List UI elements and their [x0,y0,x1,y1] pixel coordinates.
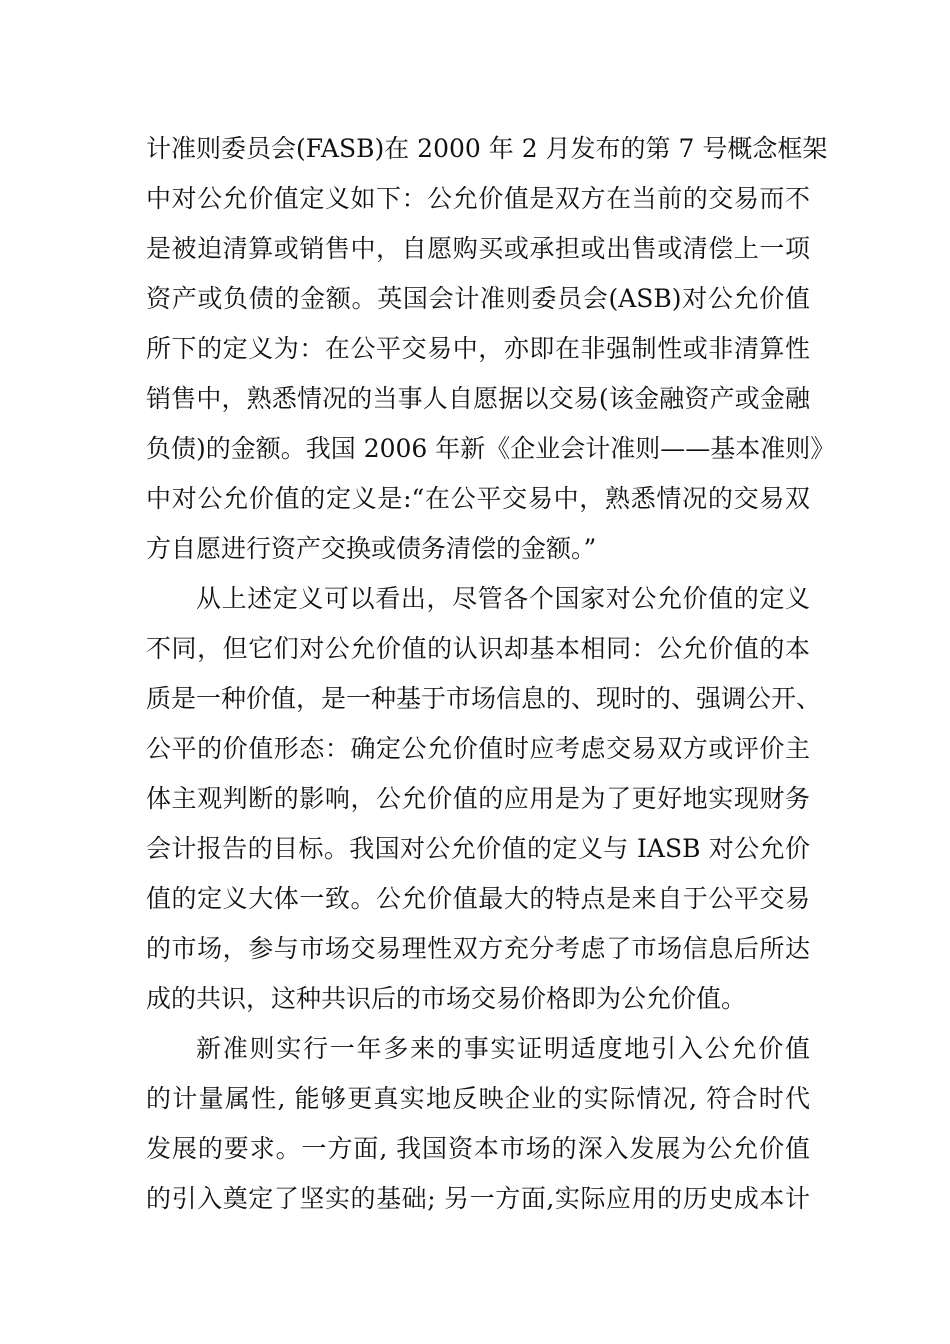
paragraph [146,574,822,1024]
paragraph [146,124,836,574]
text-line: 从上述定义可以看出，尽管各个国家对公允价值的定义 [196,584,810,613]
text-line: 负债)的金额。我国 2006 年新《企业会计准则——基本准则》 [146,434,836,463]
text-line: 质是一种价值，是一种基于市场信息的、现时的、强调公开、 [146,684,822,713]
text-line: 中对公允价值的定义是:“在公平交易中，熟悉情况的交易双 [146,484,810,513]
text-line: 不同，但它们对公允价值的认识却基本相同：公允价值的本 [146,634,810,663]
text-line: 成的共识，这种共识后的市场交易价格即为公允价值。 [146,984,747,1013]
text-line: 的计量属性, 能够更真实地反映企业的实际情况, 符合时代 [146,1084,810,1113]
text-line: 的引入奠定了坚实的基础; 另一方面,实际应用的历史成本计 [146,1184,810,1213]
text-line: 销售中，熟悉情况的当事人自愿据以交易(该金融资产或金融 [146,384,810,413]
text-line: 计准则委员会(FASB)在 2000 年 2 月发布的第 7 号概念框架 [146,134,828,163]
text-line: 值的定义大体一致。公允价值最大的特点是来自于公平交易 [146,884,810,913]
paragraph [146,1024,810,1224]
text-line: 公平的价值形态：确定公允价值时应考虑交易双方或评价主 [146,734,810,763]
text-line: 中对公允价值定义如下：公允价值是双方在当前的交易而不 [146,184,810,213]
text-line: 所下的定义为：在公平交易中，亦即在非强制性或非清算性 [146,334,810,363]
text-line: 新准则实行一年多来的事实证明适度地引入公允价值 [196,1034,810,1063]
text-line: 的市场，参与市场交易理性双方充分考虑了市场信息后所达 [146,934,810,963]
text-line: 方自愿进行资产交换或债务清偿的金额。” [146,534,597,563]
document-body [146,124,836,1224]
text-line: 资产或负债的金额。英国会计准则委员会(ASB)对公允价值 [146,284,810,313]
text-line: 体主观判断的影响，公允价值的应用是为了更好地实现财务 [146,784,810,813]
text-line: 发展的要求。一方面, 我国资本市场的深入发展为公允价值 [146,1134,810,1163]
text-line: 会计报告的目标。我国对公允价值的定义与 IASB 对公允价 [146,834,810,863]
text-line: 是被迫清算或销售中，自愿购买或承担或出售或清偿上一项 [146,234,810,263]
